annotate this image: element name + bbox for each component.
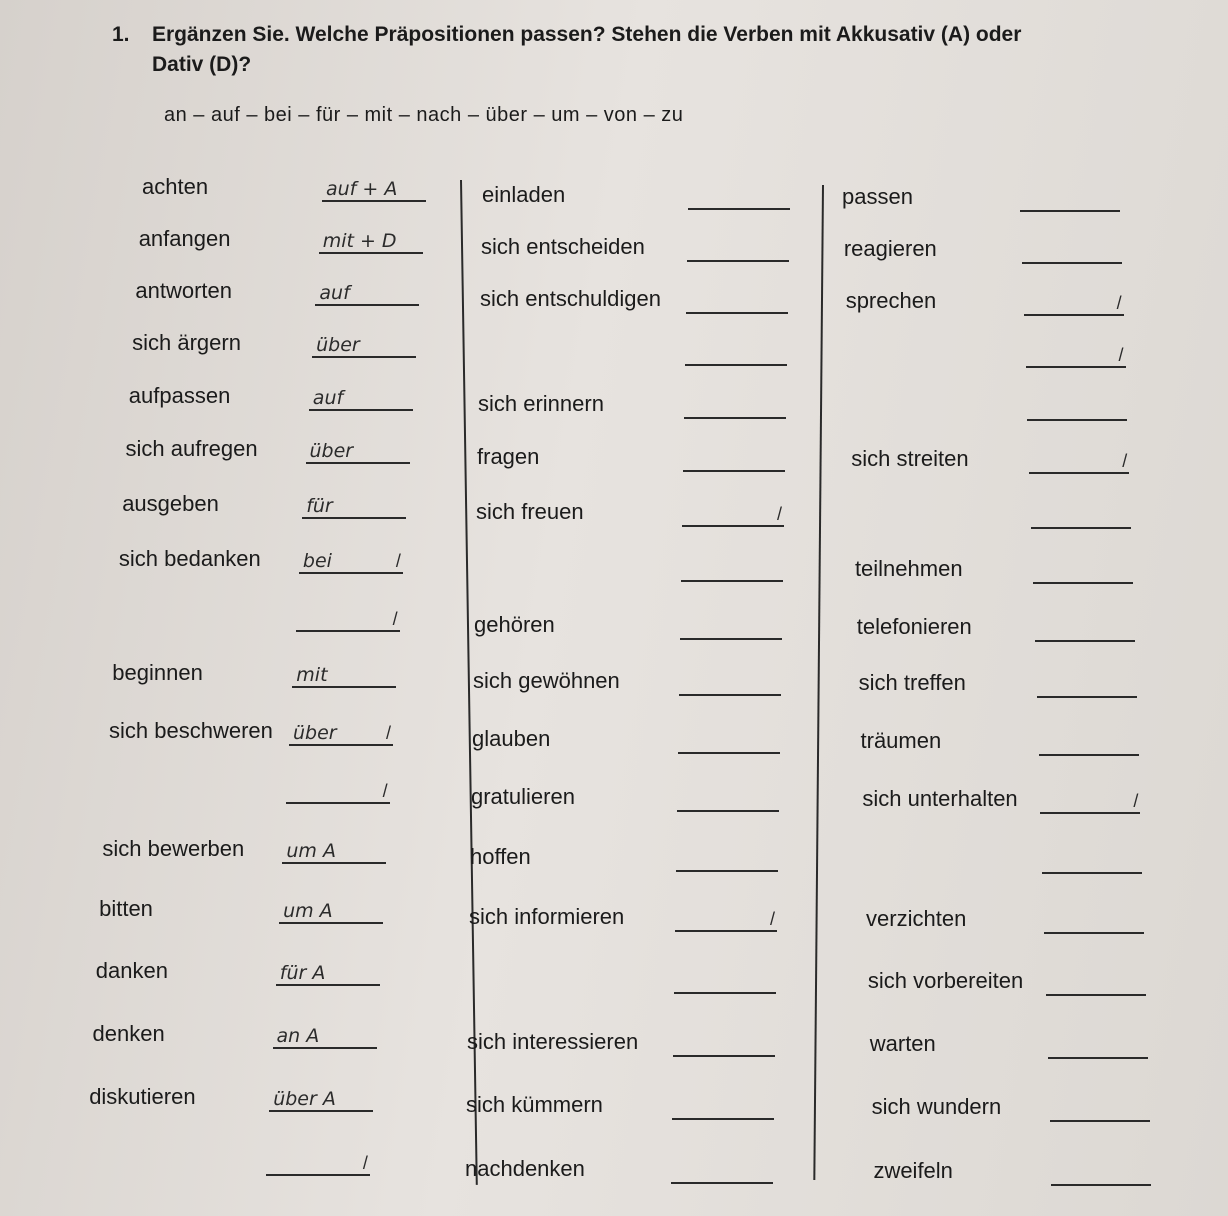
slash-mark: / xyxy=(385,723,391,743)
answer-blank[interactable] xyxy=(1040,786,1140,814)
verb-label: antworten xyxy=(135,278,233,303)
verb-label: achten xyxy=(142,174,209,199)
exercise-row xyxy=(872,1086,1160,1126)
verb-label: sich ärgern xyxy=(132,330,241,355)
verb-label: gratulieren xyxy=(471,784,575,809)
verb-label: anfangen xyxy=(138,226,231,251)
instruction-line-1: Ergänzen Sie. Welche Präpositionen passen? Stehen die Verben mit Akkusativ (A) oder xyxy=(152,23,1022,46)
exercise-row xyxy=(470,836,788,876)
verb-label: gehören xyxy=(474,612,555,637)
exercise-row xyxy=(868,960,1156,1000)
handwritten-answer: um A xyxy=(283,900,333,922)
preposition-list: an – auf – bei – für – mit – nach – über – um – von – zu xyxy=(164,104,684,126)
answer-blank[interactable] xyxy=(269,1084,373,1112)
answer-blank[interactable] xyxy=(686,286,788,314)
answer-blank[interactable] xyxy=(1046,968,1146,996)
verb-label: sich entschuldigen xyxy=(480,286,662,311)
answer-blank[interactable] xyxy=(266,1148,370,1176)
exercise-row xyxy=(473,660,791,700)
exercise-row xyxy=(89,1076,383,1116)
answer-blank[interactable] xyxy=(1031,501,1131,529)
exercise-row xyxy=(142,166,436,206)
answer-blank[interactable] xyxy=(1029,446,1129,474)
answer-blank[interactable] xyxy=(286,776,390,804)
slash-mark: / xyxy=(1122,451,1128,471)
exercise-row xyxy=(119,538,413,578)
verb-label: sich streiten xyxy=(851,446,969,471)
answer-blank[interactable] xyxy=(681,554,783,582)
exercise-row xyxy=(479,330,797,370)
verb-label: reagieren xyxy=(843,236,937,261)
exercise-row xyxy=(873,1150,1161,1190)
exercise-row xyxy=(848,332,1136,372)
answer-blank[interactable] xyxy=(687,234,789,262)
handwritten-answer: um A xyxy=(286,840,336,862)
column-divider-right xyxy=(813,185,824,1180)
slash-mark: / xyxy=(1118,345,1124,365)
exercise-row xyxy=(102,828,396,868)
exercise-row xyxy=(106,768,400,808)
verb-label: sich bewerben xyxy=(102,836,245,861)
exercise-row xyxy=(481,226,799,266)
verb-label: zweifeln xyxy=(873,1158,953,1183)
answer-blank[interactable] xyxy=(282,836,386,864)
exercise-row xyxy=(478,383,796,423)
exercise-row xyxy=(870,1023,1158,1063)
verb-label: sich erinnern xyxy=(478,391,604,416)
answer-blank[interactable] xyxy=(682,499,784,527)
answer-blank[interactable] xyxy=(1026,340,1126,368)
exercise-row xyxy=(474,604,792,644)
verb-label: sich beschweren xyxy=(109,718,273,743)
verb-label: sich wundern xyxy=(871,1094,1002,1119)
answer-blank[interactable] xyxy=(678,726,780,754)
answer-blank[interactable] xyxy=(677,784,779,812)
verb-label: verzichten xyxy=(866,906,967,931)
verb-label: sich informieren xyxy=(469,904,625,929)
exercise-row xyxy=(135,270,429,310)
verb-label: nachdenken xyxy=(465,1156,585,1181)
answer-blank[interactable] xyxy=(1033,556,1133,584)
verb-label: sich aufregen xyxy=(125,436,258,461)
answer-blank[interactable] xyxy=(1027,393,1127,421)
answer-blank[interactable] xyxy=(1051,1158,1151,1186)
handwritten-answer: auf xyxy=(319,282,350,304)
exercise-row xyxy=(861,720,1149,760)
answer-blank[interactable] xyxy=(306,436,410,464)
handwritten-answer: über xyxy=(309,440,354,462)
verb-label: sich vorbereiten xyxy=(867,968,1024,993)
exercise-row xyxy=(112,652,406,692)
verb-label: warten xyxy=(869,1031,936,1056)
exercise-row xyxy=(468,958,786,998)
handwritten-answer: an A xyxy=(276,1025,320,1047)
exercise-row xyxy=(475,546,793,586)
exercise-row xyxy=(857,606,1145,646)
exercise-title xyxy=(112,20,1112,80)
exercise-row xyxy=(862,778,1150,818)
verb-label: sich treffen xyxy=(858,670,966,695)
answer-blank[interactable] xyxy=(1037,670,1137,698)
answer-blank[interactable] xyxy=(1050,1094,1150,1122)
verb-label: sich freuen xyxy=(476,499,584,524)
exercise-row xyxy=(477,436,795,476)
answer-blank[interactable] xyxy=(683,444,785,472)
verb-label: sich unterhalten xyxy=(862,786,1018,811)
answer-blank[interactable] xyxy=(279,896,383,924)
exercise-row xyxy=(139,218,433,258)
answer-blank[interactable] xyxy=(319,226,423,254)
slash-mark: / xyxy=(1116,293,1122,313)
verb-label: passen xyxy=(842,184,913,209)
handwritten-answer: bei xyxy=(302,550,332,572)
verb-label: hoffen xyxy=(470,844,531,869)
verb-label: einladen xyxy=(482,182,566,207)
exercise-row xyxy=(122,483,416,523)
exercise-row xyxy=(846,280,1134,320)
exercise-number: 1. xyxy=(112,23,130,46)
handwritten-answer: mit + D xyxy=(322,230,397,252)
verb-label: danken xyxy=(95,958,168,983)
slash-mark: / xyxy=(395,551,401,571)
exercise-row xyxy=(126,428,420,468)
verb-label: telefonieren xyxy=(856,614,972,639)
handwritten-answer: auf xyxy=(312,387,344,409)
answer-blank[interactable] xyxy=(273,1021,377,1049)
exercise-row xyxy=(132,322,426,362)
handwritten-answer: für xyxy=(306,495,333,517)
exercise-row xyxy=(482,174,800,214)
answer-blank[interactable] xyxy=(680,612,782,640)
handwritten-answer: mit xyxy=(296,664,328,686)
exercise-row xyxy=(476,491,794,531)
answer-blank[interactable] xyxy=(673,1029,775,1057)
answer-blank[interactable] xyxy=(1022,236,1122,264)
exercise-row xyxy=(469,896,787,936)
verb-label: teilnehmen xyxy=(854,556,963,581)
verb-label: sich entscheiden xyxy=(481,234,645,259)
answer-blank[interactable] xyxy=(312,330,416,358)
answer-blank[interactable] xyxy=(685,338,787,366)
verb-label: sich gewöhnen xyxy=(473,668,620,693)
exercise-row xyxy=(472,718,790,758)
exercise-row xyxy=(129,375,423,415)
exercise-row xyxy=(93,1013,387,1053)
exercise-row xyxy=(849,385,1137,425)
exercise-row xyxy=(864,838,1152,878)
answer-blank[interactable] xyxy=(309,383,413,411)
answer-blank[interactable] xyxy=(1042,846,1142,874)
exercise-row xyxy=(466,1084,784,1124)
handwritten-answer: über xyxy=(293,722,337,744)
answer-blank[interactable] xyxy=(1024,288,1124,316)
answer-blank[interactable] xyxy=(688,182,790,210)
exercise-row xyxy=(471,776,789,816)
exercise-row xyxy=(866,898,1154,938)
slash-mark: / xyxy=(392,609,398,629)
answer-blank[interactable] xyxy=(684,391,786,419)
answer-blank[interactable] xyxy=(676,844,778,872)
exercise-row xyxy=(99,888,393,928)
exercise-row xyxy=(480,278,798,318)
answer-blank[interactable] xyxy=(302,491,406,519)
answer-blank[interactable] xyxy=(672,1092,774,1120)
exercise-row xyxy=(851,438,1139,478)
verb-label: glauben xyxy=(472,726,551,751)
exercise-row xyxy=(859,662,1147,702)
exercise-row xyxy=(116,596,410,636)
answer-blank[interactable] xyxy=(1039,728,1139,756)
exercise-row xyxy=(855,548,1143,588)
answer-blank[interactable] xyxy=(315,278,419,306)
verb-label: bitten xyxy=(99,896,153,921)
answer-blank[interactable] xyxy=(296,604,400,632)
answer-blank[interactable] xyxy=(675,904,777,932)
exercise-row xyxy=(109,710,403,750)
verb-label: sich interessieren xyxy=(467,1029,639,1054)
verb-label: träumen xyxy=(860,728,942,753)
answer-blank[interactable] xyxy=(679,668,781,696)
verb-label: diskutieren xyxy=(89,1084,196,1109)
answer-blank[interactable] xyxy=(276,958,380,986)
verb-label: fragen xyxy=(477,444,540,469)
answer-blank[interactable] xyxy=(292,660,396,688)
answer-blank[interactable] xyxy=(1044,906,1144,934)
exercise-row xyxy=(96,950,390,990)
answer-blank[interactable] xyxy=(322,174,426,202)
verb-label: sich bedanken xyxy=(118,546,261,571)
verb-label: aufpassen xyxy=(128,383,231,408)
exercise-row xyxy=(86,1140,380,1180)
handwritten-answer: auf + A xyxy=(326,178,398,200)
verb-label: ausgeben xyxy=(122,491,219,516)
slash-mark: / xyxy=(382,781,388,801)
exercise-row xyxy=(842,176,1130,216)
verb-label: denken xyxy=(92,1021,165,1046)
handwritten-answer: für A xyxy=(279,962,326,984)
answer-blank[interactable] xyxy=(1035,614,1135,642)
slash-mark: / xyxy=(776,504,782,524)
verb-label: beginnen xyxy=(112,660,203,685)
handwritten-answer: über A xyxy=(273,1088,336,1110)
exercise-row xyxy=(853,493,1141,533)
exercise-row xyxy=(465,1148,783,1188)
slash-mark: / xyxy=(362,1153,368,1173)
answer-blank[interactable] xyxy=(289,718,393,746)
instruction-line-2: Dativ (D)? xyxy=(152,53,252,76)
exercise-row xyxy=(844,228,1132,268)
slash-mark: / xyxy=(1133,791,1139,811)
exercise-row xyxy=(467,1021,785,1061)
answer-blank[interactable] xyxy=(674,966,776,994)
handwritten-answer: über xyxy=(316,334,360,356)
slash-mark: / xyxy=(769,909,775,929)
answer-blank[interactable] xyxy=(299,546,403,574)
answer-blank[interactable] xyxy=(671,1156,773,1184)
answer-blank[interactable] xyxy=(1020,184,1120,212)
verb-label: sich kümmern xyxy=(466,1092,603,1117)
verb-label: sprechen xyxy=(845,288,937,313)
answer-blank[interactable] xyxy=(1048,1031,1148,1059)
